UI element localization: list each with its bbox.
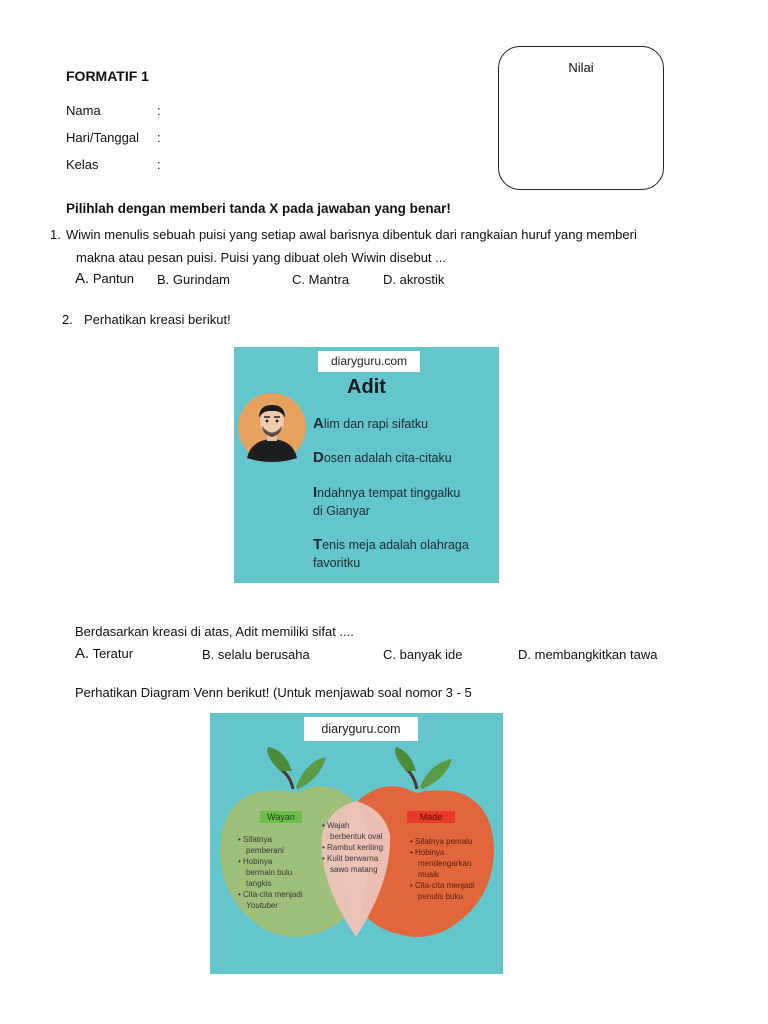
q1-option-a-text: Pantun [92,271,135,286]
acrostic-rest-3: ndahnya tempat tinggalku [317,486,461,500]
q1-option-c[interactable] [292,272,349,288]
venn-middle-item: berbentuk oval [330,832,383,841]
q1-option-b-letter: B. [157,272,170,287]
venn-middle-item: • Wajah [322,821,350,830]
q2-number: 2. [62,312,73,327]
field-colon-hari-tanggal: : [157,130,161,145]
venn-right-item-text: Sifatnya pemalu [415,837,473,846]
acrostic-line-5 [313,535,469,555]
q2-option-b[interactable] [202,647,310,663]
q2-option-a-text: Teratur [92,646,134,661]
venn-right-item-text: Hobinya [415,848,445,857]
acrostic-cap-2: D [313,449,324,466]
acrostic-line-6 [313,554,360,573]
q2-option-a-letter: A. [75,645,90,662]
q1-line1: Wiwin menulis sebuah puisi yang setiap awal barisnya dibentuk dari rangkaian huruf yang memberi [66,227,637,242]
field-label-kelas: Kelas [66,157,99,172]
venn-right-item: • Sifatnya pemalu [410,837,473,846]
acrostic-cap-1: A [313,415,324,432]
venn-right-item: musik [418,870,439,879]
q2-option-c-text: banyak ide [399,647,463,662]
venn-left-item: pemberani [246,846,284,855]
venn-middle-item: • Rambut keriting [322,843,384,852]
q2-option-c[interactable] [383,647,463,663]
acrostic-rest-6: favoritku [313,556,361,570]
field-label-hari-tanggal: Hari/Tanggal [66,130,139,145]
q2-option-d-text: membangkitkan tawa [534,647,658,662]
venn-right-item: • Cita-cita menjadi [410,881,475,890]
venn-middle-item: • Kulit berwarna [322,854,379,863]
q1-number: 1. [50,227,61,242]
acrostic-rest-2: osen adalah cita-citaku [323,451,452,465]
q2-option-c-letter: C. [383,647,396,662]
q1-option-d-letter: D. [383,272,396,287]
acrostic-cap-5: T [313,536,323,553]
acrostic-line-1 [313,414,428,434]
venn-right-item-text: Cita-cita menjadi [415,881,475,890]
venn-left-list [238,834,303,911]
acrostic-line-4 [313,502,370,521]
q2-option-b-letter: B. [202,647,215,662]
venn-middle-item-text: Kulit berwarna [327,854,379,863]
venn-site-label: diaryguru.com [304,717,418,741]
acrostic-line-2 [313,448,452,468]
card-name: Adit [347,376,386,398]
venn-middle-item: sawo matang [330,865,378,874]
acrostic-cap-3: I [313,484,318,501]
avatar-illustration [237,392,307,462]
q2-option-d[interactable] [518,647,657,663]
q1-option-b-text: Gurindam [172,272,230,287]
q2-option-b-text: selalu berusaha [217,647,310,662]
q1-option-c-text: Mantra [308,272,350,287]
venn-left-item-text: Hobinya [243,857,273,866]
q1-option-b[interactable] [157,272,230,288]
instruction-text: Pilihlah dengan memberi tanda X pada jawaban yang benar! [66,201,451,216]
score-box [498,46,664,190]
venn-middle-list [322,820,383,875]
venn-left-item: • Hobinya [238,857,273,866]
venn-left-label: Wayan [267,812,295,822]
q2-option-d-letter: D. [518,647,531,662]
q1-option-d[interactable] [383,272,444,288]
acrostic-card [234,347,499,583]
acrostic-line-3 [313,483,460,503]
q1-line2: makna atau pesan puisi. Puisi yang dibuat oleh Wiwin disebut ... [76,250,446,265]
venn-left-item-text: Sifatnya [243,835,272,844]
venn-middle-item-text: Wajah [327,821,350,830]
venn-diagram [210,713,503,974]
q2-prompt: Perhatikan kreasi berikut! [84,312,231,327]
venn-left-item-text: Cita-cita menjadi [243,890,303,899]
venn-left-item: • Sifatnya [238,835,272,844]
acrostic-rest-1: lim dan rapi sifatku [323,417,429,431]
venn-right-list [410,836,475,902]
venn-right-item: penulis buku [418,892,463,901]
venn-left-item: Youtuber [246,901,279,910]
card-site-label: diaryguru.com [318,351,420,372]
q1-option-a[interactable] [75,271,134,287]
q1-option-c-letter: C. [292,272,305,287]
venn-left-item: bermain bulu [246,868,293,877]
acrostic-rest-4: di Gianyar [313,504,370,518]
venn-left-item: tangkis [246,879,272,888]
field-label-nama: Nama [66,103,101,118]
score-label: Nilai [568,60,594,75]
venn-right-item: • Hobinya [410,848,445,857]
field-colon-kelas: : [157,157,161,172]
q1-option-d-text: akrostik [399,272,445,287]
q1-option-a-letter: A. [75,270,90,287]
q2-option-a[interactable] [75,646,133,662]
venn-intro: Perhatikan Diagram Venn berikut! (Untuk menjawab soal nomor 3 - 5 [75,685,472,700]
venn-left-item: • Cita-cita menjadi [238,890,303,899]
venn-middle-item-text: Rambut keriting [327,843,384,852]
venn-right-label: Made [419,812,443,822]
field-colon-nama: : [157,103,161,118]
page-title: FORMATIF 1 [66,68,149,84]
q2-question: Berdasarkan kreasi di atas, Adit memiliki sifat .... [75,624,354,639]
venn-right-item: mendengarkan [418,859,472,868]
acrostic-rest-5: enis meja adalah olahraga [322,538,469,552]
